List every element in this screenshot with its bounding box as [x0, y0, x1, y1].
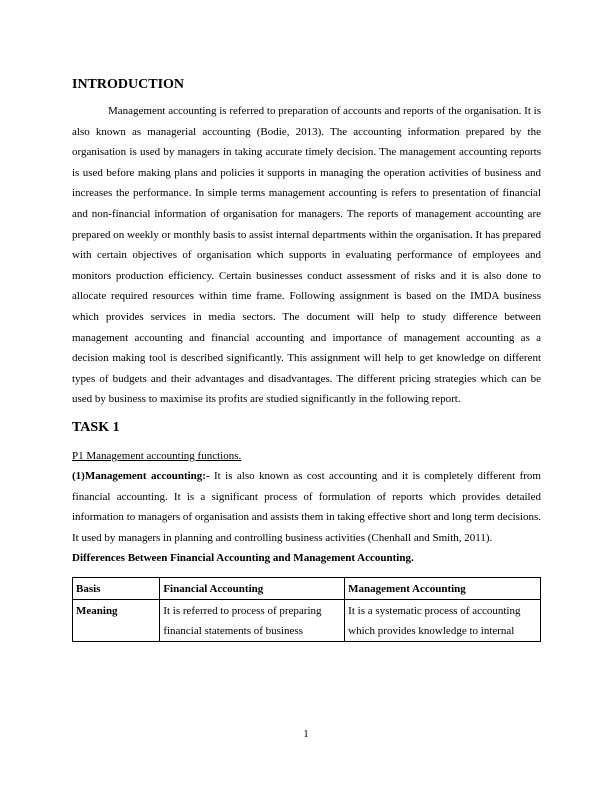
- cell-basis-meaning: Meaning: [73, 600, 160, 642]
- header-financial-accounting: Financial Accounting: [160, 578, 345, 600]
- management-accounting-lead: (1)Management accounting:-: [72, 469, 210, 482]
- cell-ma-line-1: It is a systematic process of accounting: [348, 605, 521, 618]
- cell-fa-line-1: It is referred to process of preparing: [163, 605, 322, 618]
- cell-ma-meaning: [345, 600, 541, 642]
- introduction-paragraph: Management accounting is referred to preparation of accounts and reports of the organisation. It is also known as managerial accounting (Bodie, 2013). The accounting information prepared by the organisation is used by managers in taking accurate timely decision. The management accounting reports is used before making plans and policies it supports in managing the operation activities of business and increases the performance. In simple terms management accounting is refers to presentation of financial and non-financial information of organisation for managers. The reports of management accounting are prepared on weekly or monthly basis to assist internal departments within the organisation. It has prepared with certain objectives of organisation which supports in evaluating performance of employees and monitors production efficiency. Certain businesses conduct assessment of risks and it is also done to allocate required resources within time frame. Following assignment is based on the IMDA business which provides services in media sectors. The document will help to study difference between management accounting and financial accounting and importance of management accounting as a decision making tool is described significantly. This assignment will help to get knowledge on different types of budgets and their advantages and disadvantages. The different pricing strategies which can be used by business to maximise its profits are studied significantly in the following report.: [72, 105, 541, 406]
- cell-ma-line-2: which provides knowledge to internal: [348, 625, 515, 638]
- document-page: [72, 76, 541, 642]
- management-accounting-paragraph: [72, 466, 541, 548]
- p1-subheading: P1 Management accounting functions.: [72, 449, 242, 462]
- differences-table-title: Differences Between Financial Accounting and Management Accounting.: [72, 552, 414, 565]
- task-1-heading: TASK 1: [72, 419, 120, 435]
- table-header-row: [73, 578, 541, 600]
- page-number: 1: [303, 728, 309, 740]
- introduction-heading: INTRODUCTION: [72, 77, 185, 92]
- differences-table: [72, 577, 541, 642]
- cell-fa-line-2: financial statements of business: [163, 625, 303, 638]
- management-accounting-text: It is also known as cost accounting and it is completely different from financial accounting. It is a significant process of formulation of reports which provides detailed information to managers of organisation and assists them in taking effective short and long term decisions. It used by managers in planning and controlling business activities (Chenhall and Smith, 2011).: [72, 469, 541, 544]
- table-row: [73, 600, 541, 642]
- header-management-accounting: Management Accounting: [345, 578, 541, 600]
- header-basis: Basis: [73, 578, 160, 600]
- cell-fa-meaning: [160, 600, 345, 642]
